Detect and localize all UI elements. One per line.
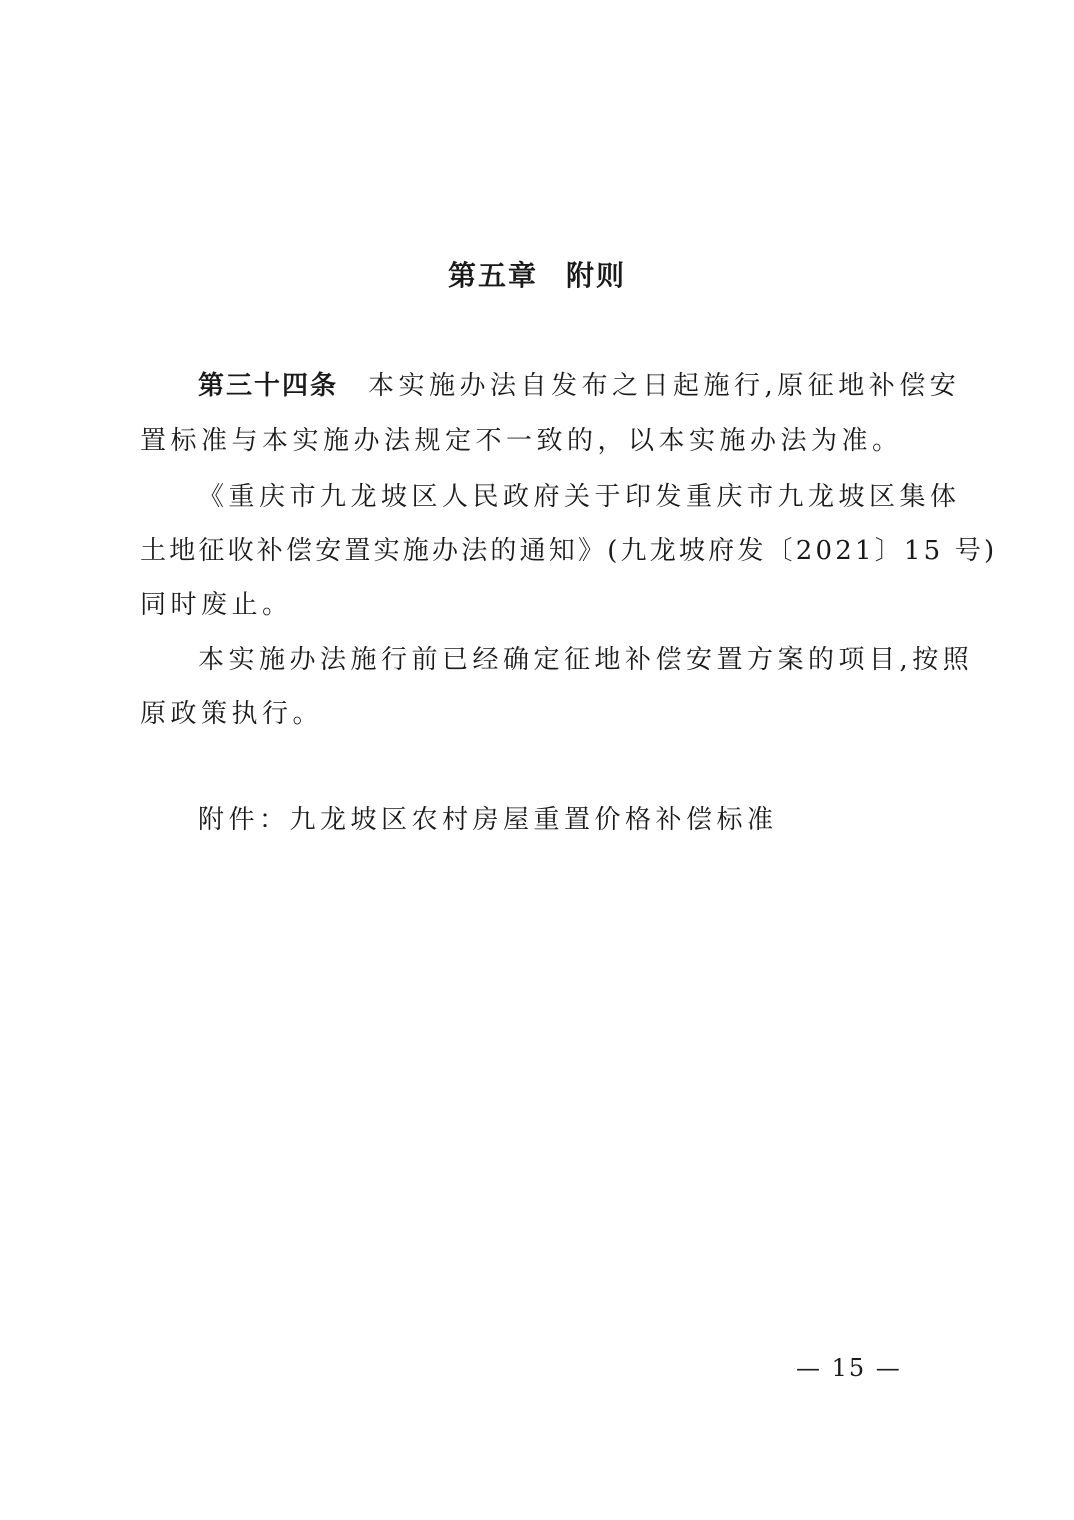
attachment-note: 附件：九龙坡区农村房屋重置价格补偿标准 [198, 805, 778, 835]
paragraph-2-line-3: 同时废止。 [140, 590, 293, 620]
article-34-line-2: 置标准与本实施办法规定不一致的，以本实施办法为准。 [140, 426, 903, 456]
article-34-line-1 [198, 366, 960, 406]
paragraph-2-line-2: 土地征收补偿安置实施办法的通知》(九龙坡府发〔2021〕15 号) [140, 536, 998, 566]
article-label: 第三十四条 [198, 371, 339, 401]
page-number: — 15 — [796, 1354, 902, 1382]
paragraph-2-line-1: 《重庆市九龙坡区人民政府关于印发重庆市九龙坡区集体 [198, 482, 961, 512]
paragraph-3-line-2: 原政策执行。 [140, 699, 324, 729]
paragraph-3-line-1: 本实施办法施行前已经确定征地补偿安置方案的项目,按照 [198, 645, 974, 675]
chapter-number: 第五章 [447, 259, 538, 292]
chapter-name: 附则 [566, 259, 627, 292]
article-34-text-1: 本实施办法自发布之日起施行,原征地补偿安 [368, 371, 961, 401]
chapter-title [0, 256, 1074, 296]
